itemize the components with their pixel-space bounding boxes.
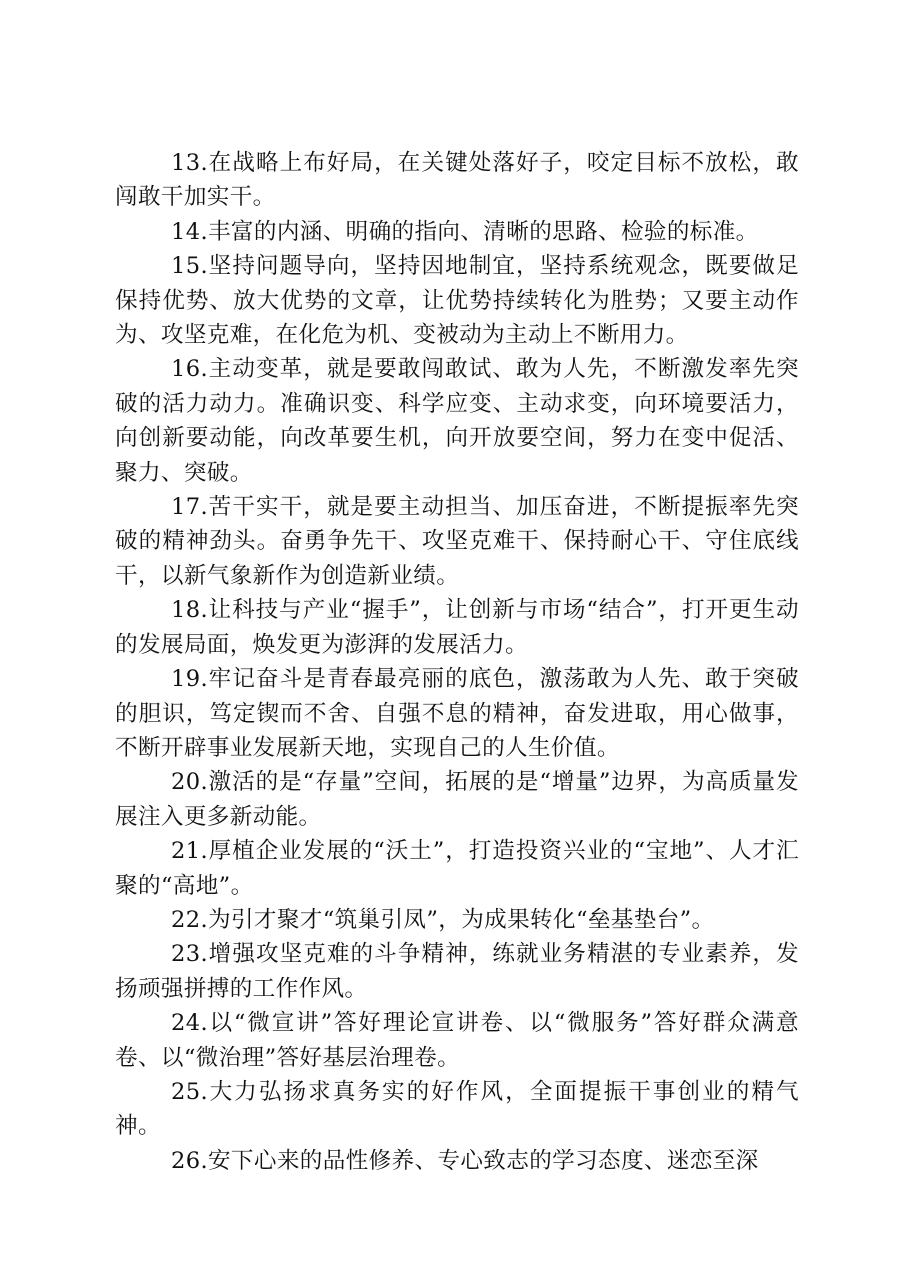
- paragraph-23: 23.增强攻坚克难的斗争精神，练就业务精湛的专业素养，发扬顽强拼搏的工作作风。: [115, 941, 799, 1002]
- paragraph-13: 13.在战略上布好局，在关键处落好子，咬定目标不放松，敢闯敢干加实干。: [115, 150, 799, 211]
- paragraph-24: 24.以“微宣讲”答好理论宣讲卷、以“微服务”答好群众满意卷、以“微治理”答好基层治理卷。: [115, 1010, 799, 1071]
- paragraph-26: 26.安下心来的品性修养、专心致志的学习态度、迷恋至深: [171, 1147, 759, 1174]
- paragraph-22: 22.为引才聚才“筑巢引凤”，为成果转化“垒基垫台”。: [171, 906, 715, 933]
- paragraph-19: 19.牢记奋斗是青春最亮丽的底色，激荡敢为人先、敢于突破的胆识，笃定锲而不舍、自强不息的精神，奋发进取，用心做事，不断开辟事业发展新天地，实现自己的人生价值。: [115, 666, 799, 761]
- paragraph-20: 20.激活的是“存量”空间，拓展的是“增量”边界，为高质量发展注入更多新动能。: [115, 769, 799, 830]
- paragraph-21: 21.厚植企业发展的“沃土”，打造投资兴业的“宝地”、人才汇聚的“高地”。: [115, 838, 799, 899]
- document-body: [115, 146, 799, 1178]
- paragraph-15: 15.坚持问题导向，坚持因地制宜，坚持系统观念，既要做足保持优势、放大优势的文章，让优势持续转化为胜势；又要主动作为、攻坚克难，在化危为机、变被动为主动上不断用力。: [115, 253, 799, 349]
- paragraph-25: 25.大力弘扬求真务实的好作风，全面提振干事创业的精气神。: [115, 1078, 799, 1140]
- paragraph-16: 16.主动变革，就是要敢闯敢试、敢为人先，不断激发率先突破的活力动力。准确识变、科学应变、主动求变，向环境要活力，向创新要动能，向改革要生机，向开放要空间，努力在变中促活、聚力、突破。: [115, 356, 799, 486]
- paragraph-17: 17.苦干实干，就是要主动担当、加压奋进，不断提振率先突破的精神劲头。奋勇争先干、攻坚克难干、保持耐心干、守住底线干，以新气象新作为创造新业绩。: [115, 494, 799, 589]
- paragraph-14: 14.丰富的内涵、明确的指向、清晰的思路、检验的标准。: [171, 218, 759, 245]
- paragraph-18: 18.让科技与产业“握手”，让创新与市场“结合”，打开更生动的发展局面，焕发更为澎湃的发展活力。: [115, 597, 799, 658]
